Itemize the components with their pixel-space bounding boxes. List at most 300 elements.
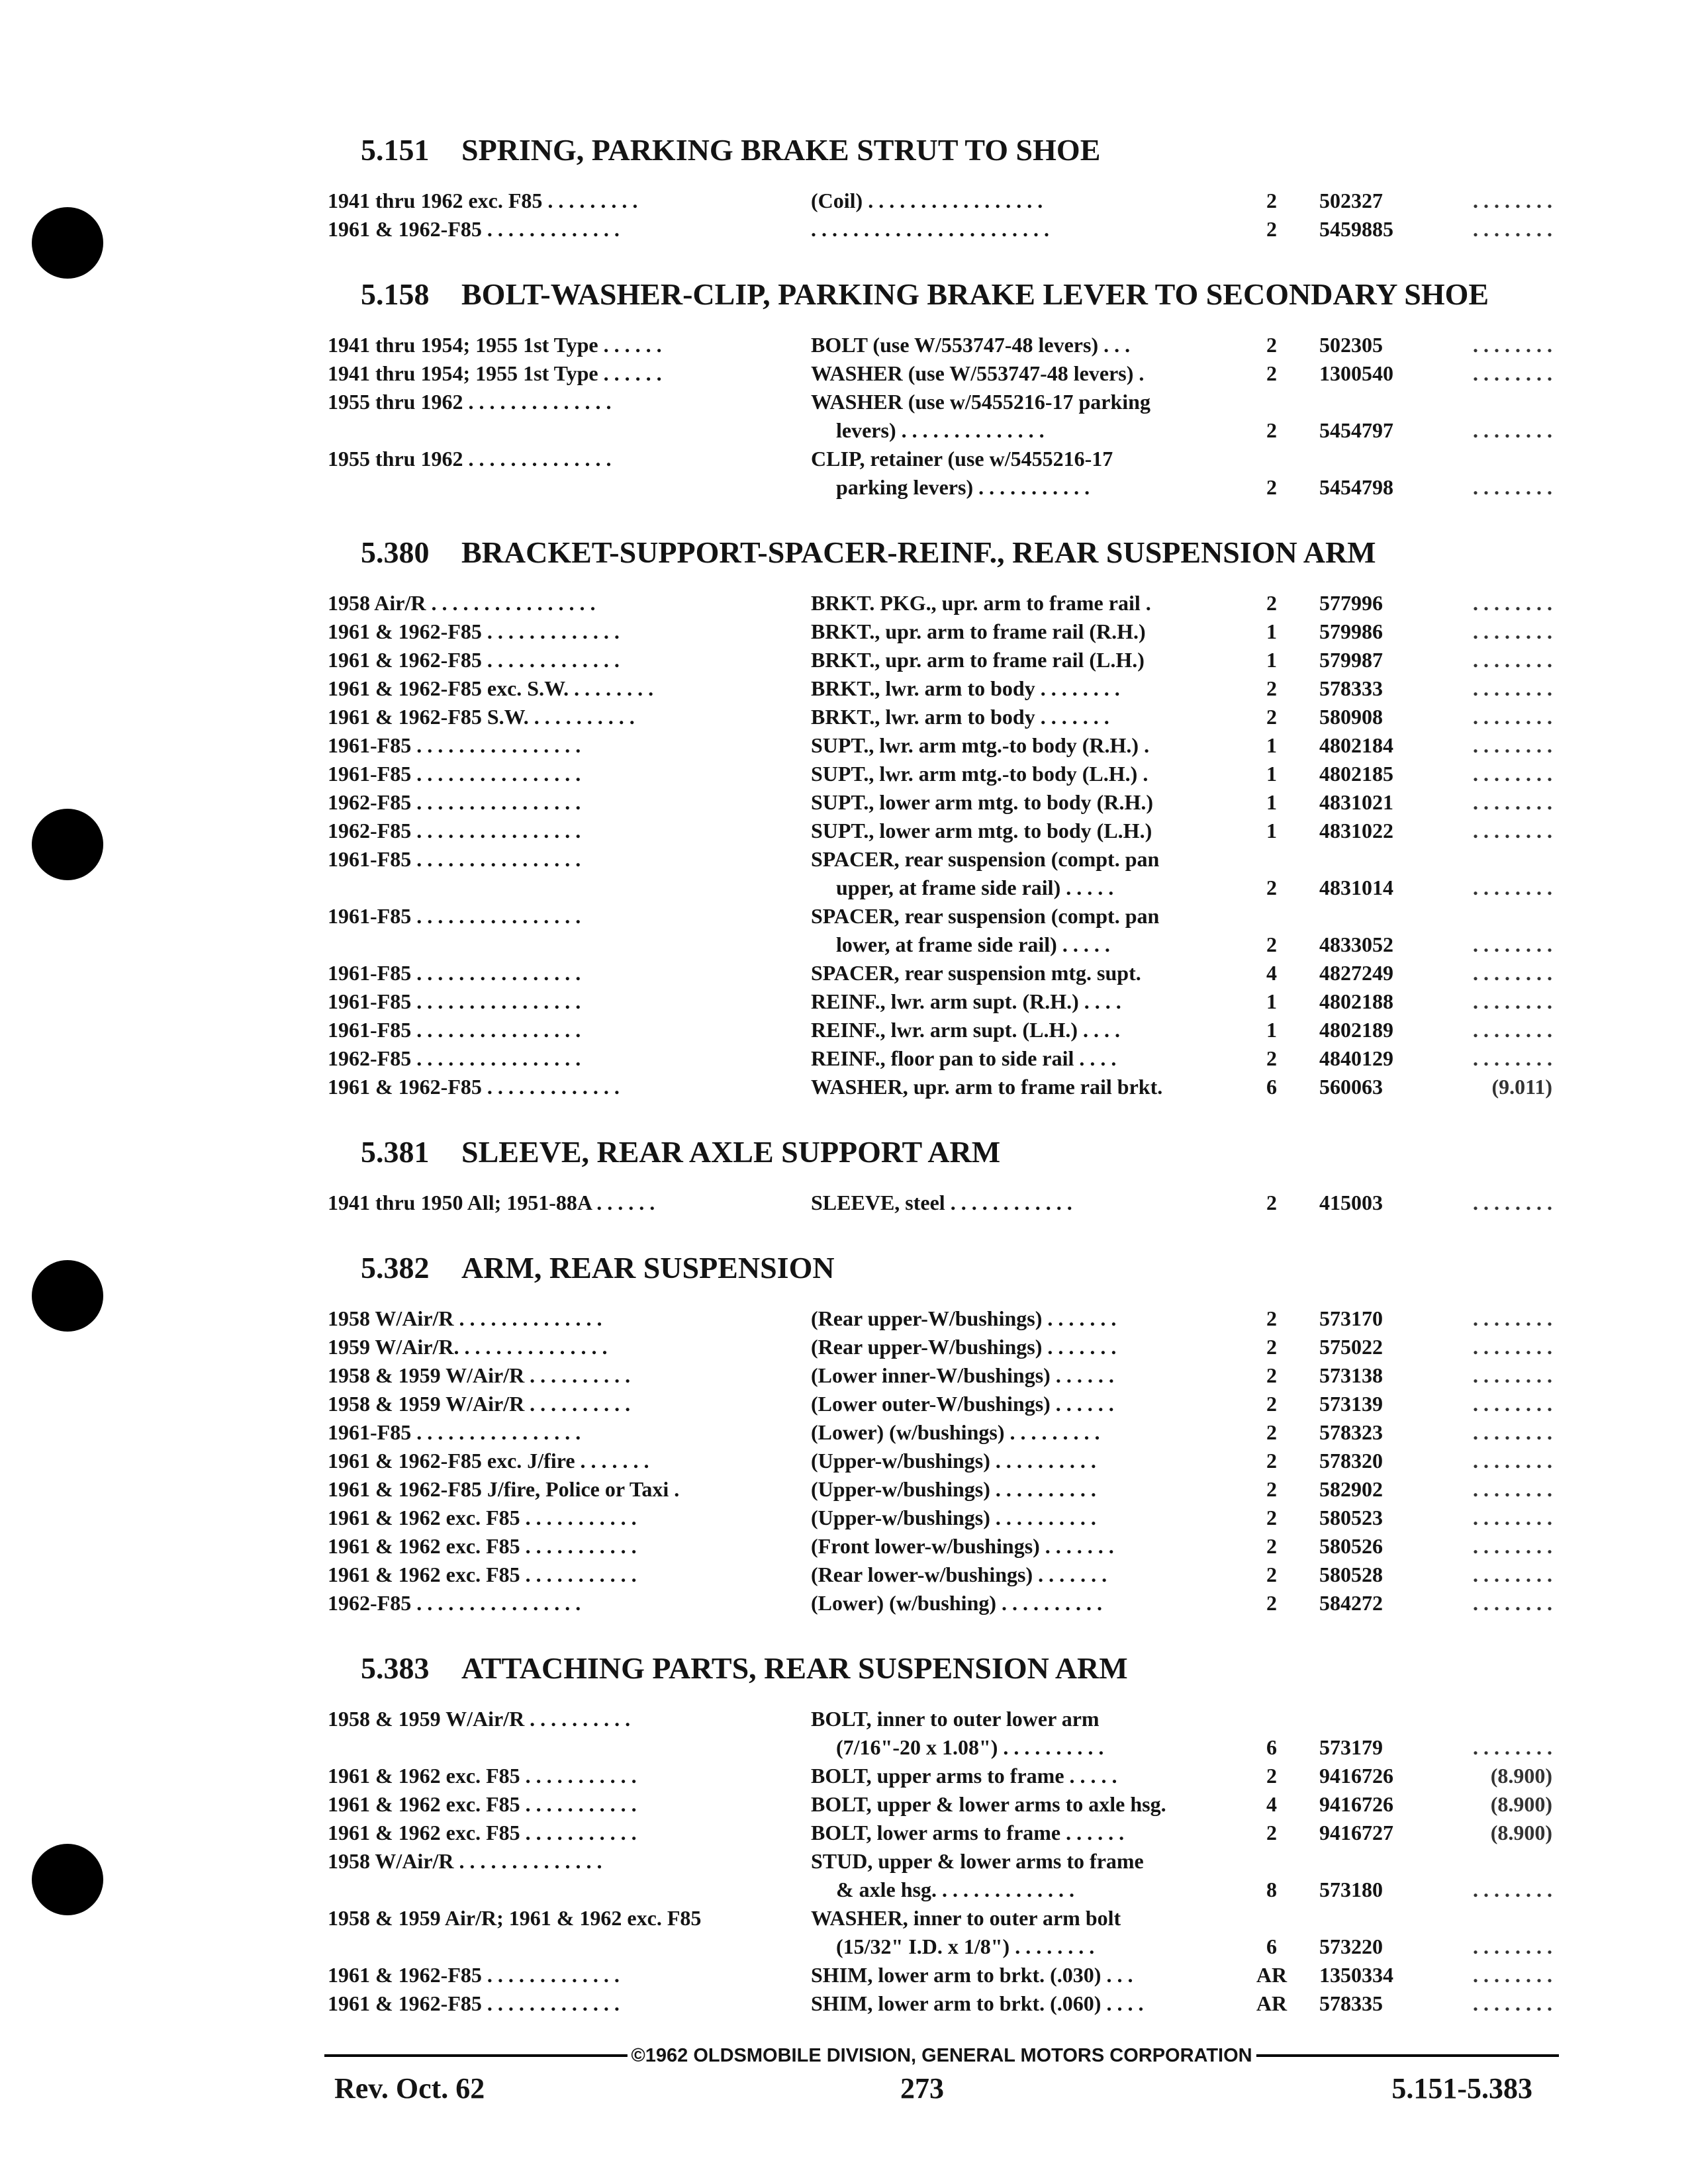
quantity-cell <box>1248 359 1295 388</box>
section-title: ARM, REAR SUSPENSION <box>461 1251 835 1285</box>
part-note: . . . . . . . . <box>1473 1991 1552 2015</box>
parts-row <box>328 1561 1552 1589</box>
punch-hole <box>32 1260 103 1332</box>
quantity-value: 2 <box>1266 591 1277 615</box>
model-cell: 1962-F85 . . . . . . . . . . . . . . . . <box>328 819 581 842</box>
parts-row <box>328 1390 1552 1418</box>
parts-row <box>328 987 1552 1016</box>
quantity-cell <box>1248 1044 1295 1073</box>
section-title: BRACKET-SUPPORT-SPACER-REINF., REAR SUSPENSION ARM <box>461 535 1376 569</box>
part-cell <box>1295 1333 1552 1361</box>
quantity-cell <box>1248 1961 1295 1989</box>
part-cell <box>1295 331 1552 359</box>
description-cell <box>811 187 1248 215</box>
part-line <box>1295 1733 1552 1762</box>
quantity-value: 2 <box>1266 1449 1277 1473</box>
quantity-cell <box>1248 788 1295 817</box>
part-line <box>1295 1790 1552 1819</box>
part-cell <box>1295 845 1552 902</box>
model-cell: 1941 thru 1954; 1955 1st Type . . . . . . <box>328 333 662 357</box>
description-cell <box>811 617 1248 646</box>
description-line: WASHER, upr. arm to frame rail brkt. <box>811 1075 1163 1099</box>
model-cell: 1961 & 1962-F85 exc. S.W. . . . . . . . . <box>328 676 654 700</box>
quantity-cell <box>1248 1475 1295 1504</box>
quantity-value: 2 <box>1266 676 1277 700</box>
quantity-value: 2 <box>1266 333 1277 357</box>
description-cell <box>811 817 1248 845</box>
quantity-cell <box>1248 1847 1295 1904</box>
part-line <box>1295 473 1552 502</box>
part-line <box>1295 1961 1552 1989</box>
part-note: . . . . . . . . <box>1473 1449 1552 1473</box>
part-number: 573179 <box>1319 1735 1383 1759</box>
description-cell <box>811 731 1248 760</box>
model-cell: 1958 Air/R . . . . . . . . . . . . . . . . <box>328 591 596 615</box>
part-cell <box>1295 788 1552 817</box>
quantity-cell <box>1248 646 1295 674</box>
part-note: . . . . . . . . <box>1473 619 1552 643</box>
model-cell: 1961-F85 . . . . . . . . . . . . . . . . <box>328 1018 581 1042</box>
part-cell <box>1295 1504 1552 1532</box>
quantity-cell <box>1248 959 1295 987</box>
description-line: WASHER (use W/553747-48 levers) . <box>811 361 1145 385</box>
part-line <box>1295 703 1552 731</box>
parts-row <box>328 1819 1552 1847</box>
part-line <box>1295 1189 1552 1217</box>
quantity-value: 2 <box>1266 1477 1277 1501</box>
quantity-cell <box>1248 674 1295 703</box>
quantity-value: 2 <box>1266 1821 1277 1844</box>
part-number: 4833052 <box>1319 933 1393 956</box>
model-cell: 1958 & 1959 W/Air/R . . . . . . . . . . <box>328 1707 631 1731</box>
description-line: lower, at frame side rail) . . . . . <box>836 933 1110 956</box>
quantity-cell <box>1248 617 1295 646</box>
part-cell <box>1295 1762 1552 1790</box>
parts-row <box>328 1333 1552 1361</box>
parts-row <box>328 1847 1552 1904</box>
part-line <box>1295 1333 1552 1361</box>
part-note: . . . . . . . . <box>1473 1018 1552 1042</box>
model-cell: 1961 & 1962 exc. F85 . . . . . . . . . . . <box>328 1821 637 1844</box>
quantity-cell <box>1248 1333 1295 1361</box>
description-line: (Rear upper-W/bushings) . . . . . . . <box>811 1335 1117 1359</box>
part-cell <box>1295 1989 1552 2018</box>
part-note: . . . . . . . . <box>1473 1963 1552 1987</box>
part-line <box>1295 1390 1552 1418</box>
description-cell <box>811 215 1248 244</box>
quantity-value: 1 <box>1266 790 1277 814</box>
section-number: 5.158 <box>361 277 430 311</box>
model-cell: 1961 & 1962-F85 J/fire, Police or Taxi . <box>328 1477 680 1501</box>
quantity-cell <box>1248 703 1295 731</box>
description-line: (Lower outer-W/bushings) . . . . . . <box>811 1392 1114 1416</box>
part-note: . . . . . . . . <box>1473 705 1552 729</box>
part-cell <box>1295 817 1552 845</box>
description-cell <box>811 1361 1248 1390</box>
model-cell: 1961 & 1962-F85 . . . . . . . . . . . . . <box>328 1963 620 1987</box>
model-cell: 1962-F85 . . . . . . . . . . . . . . . . <box>328 1046 581 1070</box>
part-note: . . . . . . . . <box>1473 475 1552 499</box>
quantity-value: 2 <box>1266 705 1277 729</box>
part-line <box>1295 1304 1552 1333</box>
part-note: . . . . . . . . <box>1473 1878 1552 1901</box>
part-note: . . . . . . . . <box>1473 762 1552 786</box>
section-number: 5.381 <box>361 1135 430 1169</box>
quantity-cell <box>1248 1762 1295 1790</box>
part-cell <box>1295 1819 1552 1847</box>
part-note: . . . . . . . . <box>1473 1392 1552 1416</box>
description-line: REINF., lwr. arm supt. (L.H.) . . . . <box>811 1018 1120 1042</box>
section-heading <box>328 132 1552 168</box>
quantity-value: 2 <box>1266 1306 1277 1330</box>
part-line <box>1295 1532 1552 1561</box>
description-cell <box>811 359 1248 388</box>
part-cell <box>1295 703 1552 731</box>
quantity-value: 2 <box>1266 1046 1277 1070</box>
parts-row <box>328 788 1552 817</box>
part-number: 9416726 <box>1319 1764 1393 1788</box>
quantity-cell <box>1248 1705 1295 1762</box>
description-line: BOLT, inner to outer lower arm <box>811 1707 1100 1731</box>
quantity-cell <box>1248 1561 1295 1589</box>
part-line <box>1295 931 1552 959</box>
description-cell <box>811 1044 1248 1073</box>
part-number: 573180 <box>1319 1878 1383 1901</box>
model-cell: 1941 thru 1950 All; 1951-88A . . . . . . <box>328 1191 655 1214</box>
description-cell <box>811 1304 1248 1333</box>
description-cell <box>811 902 1248 959</box>
quantity-value: 2 <box>1266 1563 1277 1586</box>
description-cell <box>811 331 1248 359</box>
description-line: (Lower) (w/bushings) . . . . . . . . . <box>811 1420 1100 1444</box>
part-number: 580526 <box>1319 1534 1383 1558</box>
part-cell <box>1295 902 1552 959</box>
parts-row <box>328 674 1552 703</box>
quantity-value: 2 <box>1266 1392 1277 1416</box>
section-title: ATTACHING PARTS, REAR SUSPENSION ARM <box>461 1651 1128 1685</box>
model-cell: 1961-F85 . . . . . . . . . . . . . . . . <box>328 847 581 871</box>
part-line <box>1295 1418 1552 1447</box>
description-cell <box>811 1504 1248 1532</box>
quantity-value: 2 <box>1266 475 1277 499</box>
part-number: 577996 <box>1319 591 1383 615</box>
description-line: WASHER, inner to outer arm bolt <box>811 1906 1121 1930</box>
quantity-cell <box>1248 1589 1295 1617</box>
parts-row <box>328 845 1552 902</box>
section-heading <box>328 277 1552 312</box>
description-cell <box>811 1589 1248 1617</box>
part-cell <box>1295 646 1552 674</box>
description-line: BRKT. PKG., upr. arm to frame rail . <box>811 591 1151 615</box>
quantity-value: 2 <box>1266 1591 1277 1615</box>
part-number: 580523 <box>1319 1506 1383 1529</box>
part-line <box>1295 1819 1552 1847</box>
part-line <box>1295 1016 1552 1044</box>
part-number: 4840129 <box>1319 1046 1393 1070</box>
part-note: . . . . . . . . <box>1473 217 1552 241</box>
description-cell <box>811 1333 1248 1361</box>
quantity-cell <box>1248 1073 1295 1101</box>
parts-row <box>328 646 1552 674</box>
part-number: 578335 <box>1319 1991 1383 2015</box>
part-cell <box>1295 1361 1552 1390</box>
part-number: 580908 <box>1319 705 1383 729</box>
model-cell: 1958 W/Air/R . . . . . . . . . . . . . . <box>328 1849 602 1873</box>
model-cell: 1958 & 1959 Air/R; 1961 & 1962 exc. F85 <box>328 1906 702 1930</box>
part-note: . . . . . . . . <box>1473 1306 1552 1330</box>
quantity-value: 2 <box>1266 361 1277 385</box>
part-number: 578320 <box>1319 1449 1383 1473</box>
section-number: 5.380 <box>361 535 430 569</box>
part-cell <box>1295 1561 1552 1589</box>
description-cell <box>811 1447 1248 1475</box>
part-number: 9416727 <box>1319 1821 1393 1844</box>
quantity-value: 4 <box>1266 961 1277 985</box>
catalog-section <box>328 1134 1552 1217</box>
description-cell <box>811 1989 1248 2018</box>
quantity-value: 2 <box>1266 1420 1277 1444</box>
description-cell <box>811 1705 1248 1762</box>
section-number: 5.151 <box>361 133 430 167</box>
catalog-section <box>328 277 1552 502</box>
description-line: SUPT., lwr. arm mtg.-to body (L.H.) . <box>811 762 1149 786</box>
description-cell <box>811 1561 1248 1589</box>
part-line <box>1295 331 1552 359</box>
part-cell <box>1295 359 1552 388</box>
part-cell <box>1295 1304 1552 1333</box>
part-note: . . . . . . . . <box>1473 1591 1552 1615</box>
description-line: (Coil) . . . . . . . . . . . . . . . . . <box>811 189 1043 212</box>
parts-row <box>328 1589 1552 1617</box>
quantity-cell <box>1248 845 1295 902</box>
part-note: . . . . . . . . <box>1473 418 1552 442</box>
quantity-cell <box>1248 445 1295 502</box>
description-cell <box>811 845 1248 902</box>
quantity-value: 2 <box>1266 1534 1277 1558</box>
description-cell <box>811 1418 1248 1447</box>
parts-row <box>328 589 1552 617</box>
description-cell <box>811 445 1248 502</box>
quantity-value: 2 <box>1266 876 1277 899</box>
quantity-cell <box>1248 987 1295 1016</box>
punch-hole <box>32 207 103 279</box>
part-number: 573139 <box>1319 1392 1383 1416</box>
parts-row <box>328 1504 1552 1532</box>
part-note: . . . . . . . . <box>1473 648 1552 672</box>
part-note: . . . . . . . . <box>1473 1934 1552 1958</box>
quantity-value: 1 <box>1266 819 1277 842</box>
part-number: 4802185 <box>1319 762 1393 786</box>
parts-row <box>328 1418 1552 1447</box>
part-line <box>1295 359 1552 388</box>
parts-row <box>328 1189 1552 1217</box>
model-cell: 1941 thru 1954; 1955 1st Type . . . . . . <box>328 361 662 385</box>
part-number: 4831022 <box>1319 819 1393 842</box>
quantity-value: 1 <box>1266 648 1277 672</box>
part-cell <box>1295 215 1552 244</box>
description-line: (Rear lower-w/bushings) . . . . . . . <box>811 1563 1107 1586</box>
description-cell <box>811 1073 1248 1101</box>
part-cell <box>1295 589 1552 617</box>
section-heading <box>328 1651 1552 1686</box>
description-cell <box>811 589 1248 617</box>
description-cell <box>811 1390 1248 1418</box>
part-cell <box>1295 617 1552 646</box>
model-cell: 1961 & 1962-F85 exc. J/fire . . . . . . . <box>328 1449 649 1473</box>
part-line <box>1295 987 1552 1016</box>
parts-row <box>328 703 1552 731</box>
description-line: REINF., lwr. arm supt. (R.H.) . . . . <box>811 989 1121 1013</box>
description-cell <box>811 1847 1248 1904</box>
description-cell <box>811 1819 1248 1847</box>
quantity-value: 6 <box>1266 1735 1277 1759</box>
quantity-value: 1 <box>1266 733 1277 757</box>
model-cell: 1961 & 1962-F85 . . . . . . . . . . . . . <box>328 648 620 672</box>
description-line: (Upper-w/bushings) . . . . . . . . . . <box>811 1449 1096 1473</box>
part-cell <box>1295 1390 1552 1418</box>
description-cell <box>811 1532 1248 1561</box>
parts-row <box>328 1304 1552 1333</box>
model-cell: 1961 & 1962-F85 . . . . . . . . . . . . . <box>328 217 620 241</box>
description-line: BRKT., upr. arm to frame rail (L.H.) <box>811 648 1145 672</box>
part-cell <box>1295 187 1552 215</box>
part-line <box>1295 1933 1552 1961</box>
part-cell <box>1295 445 1552 502</box>
parts-row <box>328 187 1552 215</box>
quantity-cell <box>1248 1532 1295 1561</box>
quantity-cell <box>1248 589 1295 617</box>
model-cell: 1959 W/Air/R. . . . . . . . . . . . . . . <box>328 1335 608 1359</box>
part-cell <box>1295 1847 1552 1904</box>
section-number: 5.383 <box>361 1651 430 1685</box>
part-line <box>1295 1589 1552 1617</box>
description-line: SUPT., lwr. arm mtg.-to body (R.H.) . <box>811 733 1150 757</box>
model-cell: 1961 & 1962 exc. F85 . . . . . . . . . . . <box>328 1563 637 1586</box>
part-note: . . . . . . . . <box>1473 1506 1552 1529</box>
model-cell: 1958 W/Air/R . . . . . . . . . . . . . . <box>328 1306 602 1330</box>
model-cell: 1961 & 1962 exc. F85 . . . . . . . . . . . <box>328 1534 637 1558</box>
model-cell: 1961 & 1962-F85 . . . . . . . . . . . . . <box>328 1991 620 2015</box>
part-note: . . . . . . . . <box>1473 1563 1552 1586</box>
description-cell <box>811 703 1248 731</box>
parts-row <box>328 817 1552 845</box>
description-cell <box>811 788 1248 817</box>
model-cell: 1961 & 1962 exc. F85 . . . . . . . . . . . <box>328 1506 637 1529</box>
part-line <box>1295 1504 1552 1532</box>
part-number: 4802188 <box>1319 989 1393 1013</box>
part-note: . . . . . . . . <box>1473 1735 1552 1759</box>
part-note: . . . . . . . . <box>1473 1420 1552 1444</box>
description-line: levers) . . . . . . . . . . . . . . <box>836 418 1045 442</box>
description-line: & axle hsg. . . . . . . . . . . . . . <box>836 1878 1074 1901</box>
parts-row <box>328 1044 1552 1073</box>
parts-row <box>328 388 1552 445</box>
part-cell <box>1295 388 1552 445</box>
part-cell <box>1295 1475 1552 1504</box>
description-cell <box>811 1475 1248 1504</box>
quantity-cell <box>1248 1989 1295 2018</box>
model-cell: 1961 & 1962-F85 S.W. . . . . . . . . . . <box>328 705 635 729</box>
catalog-section <box>328 132 1552 244</box>
part-note: (8.900) <box>1490 1821 1552 1844</box>
description-line: SUPT., lower arm mtg. to body (R.H.) <box>811 790 1153 814</box>
part-cell <box>1295 1904 1552 1961</box>
part-number: 4827249 <box>1319 961 1393 985</box>
description-line: BOLT, lower arms to frame . . . . . . <box>811 1821 1125 1844</box>
description-line: (Upper-w/bushings) . . . . . . . . . . <box>811 1506 1096 1529</box>
part-number: 582902 <box>1319 1477 1383 1501</box>
description-line: SUPT., lower arm mtg. to body (L.H.) <box>811 819 1152 842</box>
part-number: 1350334 <box>1319 1963 1393 1987</box>
model-cell: 1958 & 1959 W/Air/R . . . . . . . . . . <box>328 1363 631 1387</box>
model-cell: 1955 thru 1962 . . . . . . . . . . . . . . <box>328 447 612 471</box>
parts-catalog <box>328 132 1552 2051</box>
part-note: . . . . . . . . <box>1473 1477 1552 1501</box>
description-cell <box>811 760 1248 788</box>
quantity-cell <box>1248 1418 1295 1447</box>
part-note: . . . . . . . . <box>1473 1046 1552 1070</box>
part-cell <box>1295 1705 1552 1762</box>
description-cell <box>811 1904 1248 1961</box>
description-line: parking levers) . . . . . . . . . . . <box>836 475 1090 499</box>
quantity-cell <box>1248 1790 1295 1819</box>
part-line <box>1295 1073 1552 1101</box>
parts-row <box>328 1361 1552 1390</box>
part-number: 4831014 <box>1319 876 1393 899</box>
section-title: SPRING, PARKING BRAKE STRUT TO SHOE <box>461 133 1101 167</box>
part-number: 578323 <box>1319 1420 1383 1444</box>
parts-row <box>328 760 1552 788</box>
parts-row <box>328 1073 1552 1101</box>
description-line: (Lower) (w/bushing) . . . . . . . . . . <box>811 1591 1103 1615</box>
description-cell <box>811 1762 1248 1790</box>
part-note: . . . . . . . . <box>1473 790 1552 814</box>
description-line: upper, at frame side rail) . . . . . <box>836 876 1114 899</box>
parts-row <box>328 359 1552 388</box>
quantity-value: 6 <box>1266 1934 1277 1958</box>
part-note: . . . . . . . . <box>1473 1335 1552 1359</box>
description-line: STUD, upper & lower arms to frame <box>811 1849 1144 1873</box>
part-line <box>1295 959 1552 987</box>
quantity-value: 4 <box>1266 1792 1277 1816</box>
quantity-value: 2 <box>1266 418 1277 442</box>
part-number: 579987 <box>1319 648 1383 672</box>
description-line: SHIM, lower arm to brkt. (.030) . . . <box>811 1963 1133 1987</box>
description-line: WASHER (use w/5455216-17 parking <box>811 390 1150 414</box>
quantity-cell <box>1248 1361 1295 1390</box>
part-cell <box>1295 1961 1552 1989</box>
part-number: 573138 <box>1319 1363 1383 1387</box>
description-cell <box>811 1790 1248 1819</box>
description-line: (Front lower-w/bushings) . . . . . . . <box>811 1534 1114 1558</box>
part-line <box>1295 187 1552 215</box>
part-line <box>1295 788 1552 817</box>
part-number: 1300540 <box>1319 361 1393 385</box>
part-note: (9.011) <box>1491 1075 1552 1099</box>
parts-row <box>328 731 1552 760</box>
part-number: 4831021 <box>1319 790 1393 814</box>
description-line: BOLT, upper arms to frame . . . . . <box>811 1764 1117 1788</box>
quantity-cell <box>1248 760 1295 788</box>
part-line <box>1295 1876 1552 1904</box>
catalog-section <box>328 535 1552 1101</box>
parts-row <box>328 1790 1552 1819</box>
description-cell <box>811 959 1248 987</box>
part-number: 502305 <box>1319 333 1383 357</box>
part-line <box>1295 1762 1552 1790</box>
parts-row <box>328 902 1552 959</box>
part-cell <box>1295 1532 1552 1561</box>
